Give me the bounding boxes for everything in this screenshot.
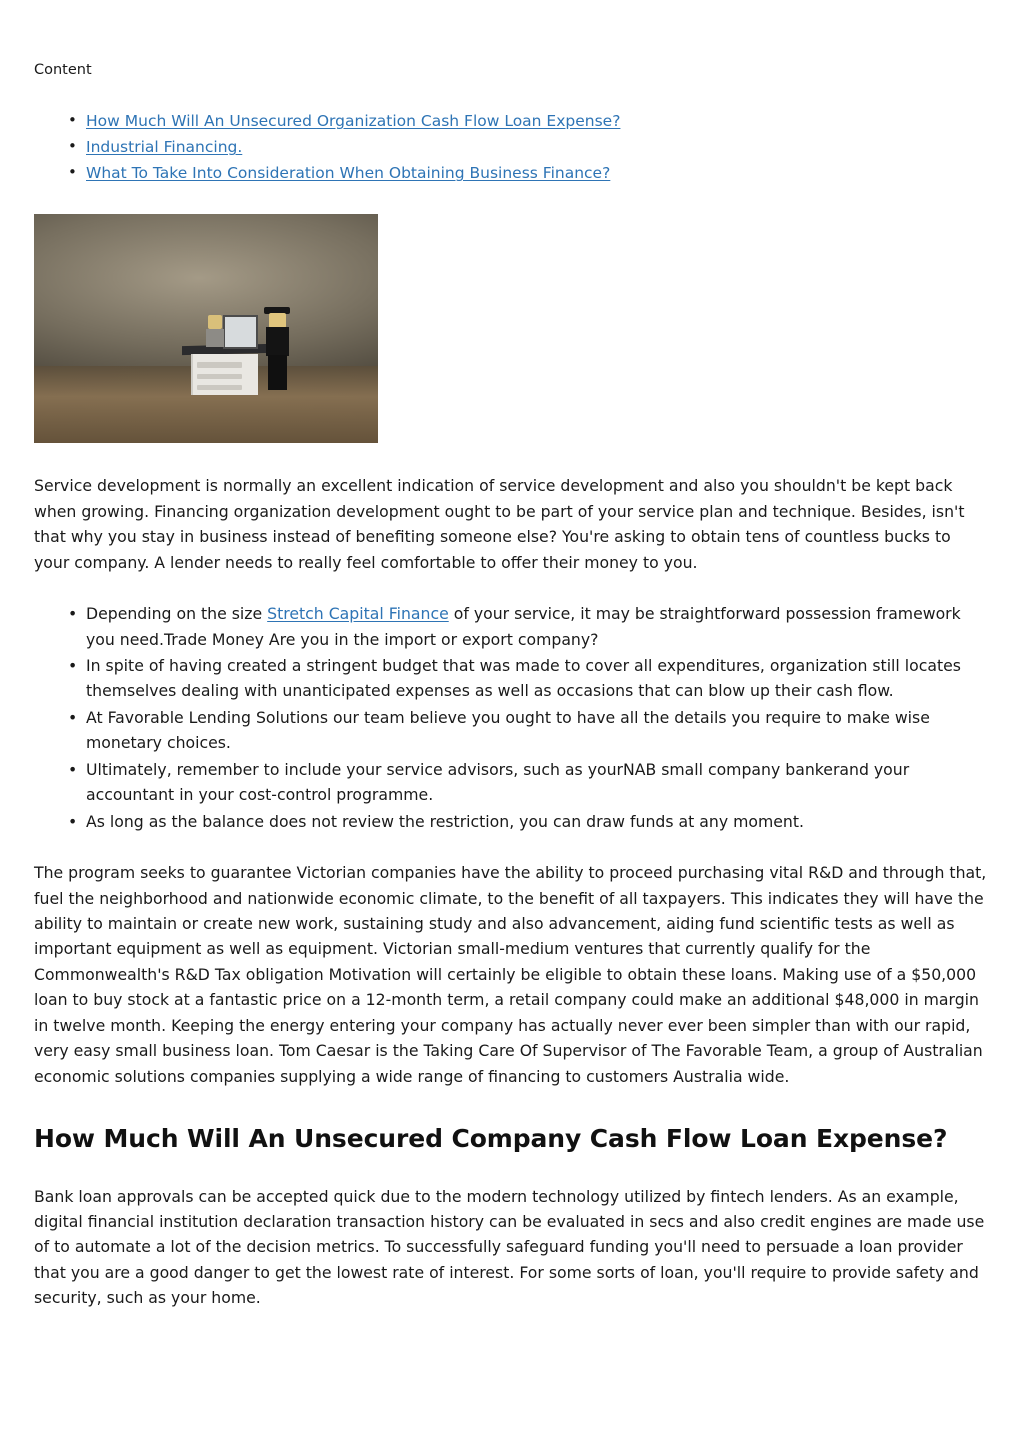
- list-item-text: At Favorable Lending Solutions our team believe you ought to have all the details you require to make wise monetary choices.: [86, 707, 930, 753]
- bullet-list: [34, 601, 990, 834]
- list-item: [86, 601, 990, 652]
- stretch-capital-finance-link[interactable]: Stretch Capital Finance: [267, 604, 449, 624]
- list-item: [86, 809, 990, 834]
- list-item: [86, 757, 990, 808]
- toc-item[interactable]: [86, 134, 990, 160]
- toc-link-3[interactable]: What To Take Into Consideration When Obtaining Business Finance?: [86, 164, 611, 183]
- photo-desk-drawer: [197, 362, 242, 367]
- content-label: Content: [34, 62, 92, 78]
- toc-item[interactable]: [86, 160, 990, 186]
- photo-desk-drawer: [197, 385, 242, 390]
- toc-link-1[interactable]: How Much Will An Unsecured Organization Cash Flow Loan Expense?: [86, 112, 621, 131]
- list-item-text-prefix: Depending on the size: [86, 604, 268, 624]
- photo-figure-left-body: [206, 329, 224, 347]
- section-heading: How Much Will An Unsecured Company Cash Flow Loan Expense?: [34, 1124, 948, 1154]
- list-item: [86, 653, 990, 704]
- photo-figure-right-head: [269, 313, 286, 328]
- list-item-text-suffix: of your service, it may be straightforward possession framework you need.Trade Money Are you in the import or export company?: [86, 604, 961, 649]
- paragraph-3: Bank loan approvals can be accepted quick due to the modern technology utilized by fintech lenders. As an example, digital financial institution declaration transaction history can be evaluated in secs and also credit engines are made use of to automate a lot of the decision metrics. To successfully safeguard funding you'll need to persuade a loan provider that you are a good danger to get the lowest rate of interest. For some sorts of loan, you'll require to provide safety and security, such as your home.: [34, 1186, 985, 1308]
- paragraph-1: Service development is normally an excellent indication of service development and also you shouldn't be kept back when growing. Financing organization development ought to be part of your service plan and technique. Besides, isn't that why you stay in business instead of benefiting someone else? You're asking to obtain tens of countless bucks to your company. A lender needs to really feel comfortable to offer their money to you.: [34, 476, 965, 572]
- toc-link-2[interactable]: Industrial Financing.: [86, 138, 243, 157]
- list-item-text: In spite of having created a stringent budget that was made to cover all expenditures, organization still locates themselves dealing with unanticipated expenses as well as occasions that can blow up their cash flow.: [86, 656, 961, 701]
- photo-figure-left-head: [208, 315, 222, 329]
- list-item-text: Ultimately, remember to include your service advisors, such as yourNAB small company bankerand your accountant in your cost-control programme.: [86, 759, 910, 805]
- photo-figure-right-legs: [268, 355, 287, 389]
- paragraph-2: The program seeks to guarantee Victorian companies have the ability to proceed purchasing vital R&D and through that, fuel the neighborhood and nationwide economic climate, to the benefit of all taxpayers. This indicates they will have the ability to maintain or create new work, sustaining study and also advancement, aiding fund scientific tests as well as important equipment as well as equipment. Victorian small-medium ventures that currently qualify for the Commonwealth's R&D Tax obligation Motivation will certainly be eligible to obtain these loans. Making use of a $50,000 loan to buy stock at a fantastic price on a 12-month term, a retail company could make an additional $48,000 in margin in twelve month. Keeping the energy entering your company has actually never ever been simpler than with our rapid, very easy small business loan. Tom Caesar is the Taking Care Of Supervisor of The Favorable Team, a group of Australian economic solutions companies supplying a wide range of financing to customers Australia wide.: [34, 863, 987, 1086]
- article-image: [34, 214, 378, 443]
- office-desk-photo: [34, 214, 378, 443]
- photo-figure-right-body: [266, 327, 289, 357]
- list-item-text: As long as the balance does not review the restriction, you can draw funds at any moment.: [86, 811, 804, 831]
- list-item: [86, 705, 990, 756]
- photo-monitor: [223, 315, 258, 349]
- photo-desk-drawer: [197, 374, 242, 379]
- table-of-contents: [34, 108, 990, 186]
- toc-item[interactable]: [86, 108, 990, 134]
